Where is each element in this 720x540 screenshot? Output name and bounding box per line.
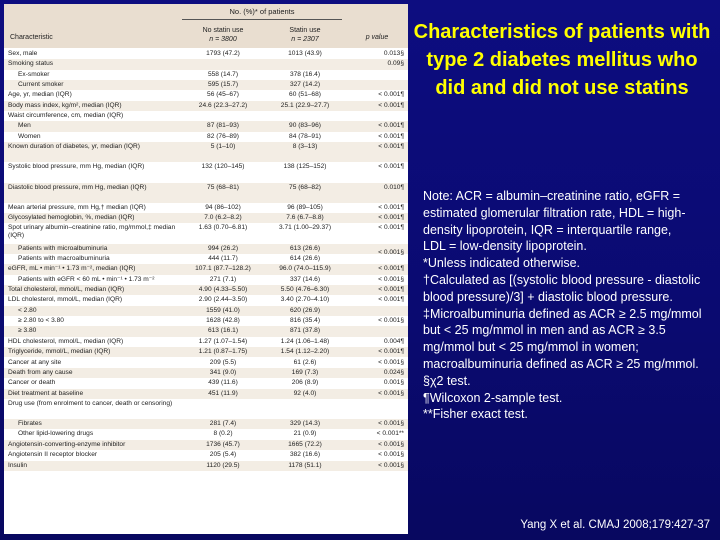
no-statin-value: 439 (11.6) <box>208 379 238 387</box>
col-no-statin <box>184 27 262 44</box>
no-statin-value: 87 (81–93) <box>207 122 239 130</box>
p-value: 0.001§ <box>383 379 404 387</box>
footnote-line: ¶Wilcoxon 2-sample test. <box>423 390 563 405</box>
statin-value: 1013 (43.9) <box>288 50 322 57</box>
row-label: Smoking status <box>8 60 54 68</box>
footnote-line: **Fisher exact test. <box>423 407 528 422</box>
row-label: Death from any cause <box>8 368 73 376</box>
statin-value: 1665 (72.2) <box>288 440 322 448</box>
table-row <box>4 316 408 326</box>
statin-value: 816 (35.4) <box>289 317 321 325</box>
p-value: < 0.001¶ <box>378 348 404 356</box>
statin-value: 90 (83–96) <box>289 122 321 130</box>
table-row <box>4 275 408 285</box>
table-row <box>4 347 408 357</box>
row-label: Diet treatment at baseline <box>8 389 84 397</box>
table-row <box>4 326 408 336</box>
statin-value: 84 (78–91) <box>289 132 321 140</box>
table-row <box>4 121 408 131</box>
p-value: < 0.001¶ <box>378 265 404 273</box>
p-value: < 0.001¶ <box>378 163 404 171</box>
statin-value: 3.40 (2.70–4.10) <box>280 296 330 304</box>
no-statin-value: 2.90 (2.44–3.50) <box>198 296 248 304</box>
table-row <box>4 101 408 111</box>
no-statin-value: 1559 (41.0) <box>206 306 240 314</box>
p-value: 0.004¶ <box>383 337 404 345</box>
row-label: Drug use (from enrolment to cancer, death or censoring) <box>8 399 173 407</box>
no-statin-value: 281 (7.4) <box>209 420 237 428</box>
group-header: No. (%)* of patients <box>229 7 295 16</box>
row-label: Mean arterial pressure, mm Hg,† median (IQR) <box>8 203 146 211</box>
table-row <box>4 440 408 450</box>
no-statin-value: 1628 (42.8) <box>206 317 240 325</box>
table-row <box>4 368 408 378</box>
p-value: < 0.001§ <box>378 275 404 283</box>
table-row <box>4 70 408 80</box>
row-label: Patients with macroalbuminuria <box>18 255 110 262</box>
p-value: 0.013§ <box>383 50 404 57</box>
no-statin-value: 1.63 (0.70–6.81) <box>198 224 248 232</box>
p-value: < 0.001§ <box>378 317 404 325</box>
table-row <box>4 337 408 347</box>
p-value: < 0.001§ <box>378 461 404 469</box>
table-row <box>4 132 408 142</box>
statin-value: 329 (14.3) <box>289 420 321 428</box>
row-label: ≥ 3.80 <box>18 327 37 335</box>
p-value: < 0.001¶ <box>378 91 404 99</box>
row-label: Cancer at any site <box>8 358 62 366</box>
row-label: Spot urinary albumin–creatinine ratio, mg/mmol,‡ median (IQR) <box>8 224 176 240</box>
p-value: < 0.001§ <box>378 389 404 397</box>
table-row <box>4 285 408 295</box>
no-statin-value: 1736 (45.7) <box>206 440 240 448</box>
statin-value: 96.0 (74.0–115.9) <box>279 265 331 273</box>
p-value: < 0.001§ <box>378 440 404 448</box>
no-statin-value: 451 (11.9) <box>208 389 238 397</box>
no-statin-value: 595 (15.7) <box>207 81 239 89</box>
statin-value: 75 (68–82) <box>289 183 321 191</box>
row-label: Total cholesterol, mmol/L, median (IQR) <box>8 286 125 294</box>
table-row <box>4 183 408 203</box>
citation: Yang X et al. CMAJ 2008;179:427-37 <box>520 519 710 531</box>
no-statin-value: 341 (9.0) <box>209 368 237 376</box>
table-row <box>4 203 408 213</box>
statin-value: 60 (51–68) <box>289 91 321 99</box>
row-label: ≥ 2.80 to < 3.80 <box>18 317 64 325</box>
table-row <box>4 111 408 121</box>
p-value: 0.024§ <box>383 368 404 376</box>
p-value: < 0.001¶ <box>378 296 404 304</box>
no-statin-value: 94 (86–102) <box>205 203 241 211</box>
p-value: < 0.001¶ <box>378 214 404 222</box>
p-value: < 0.001§ <box>378 358 404 366</box>
footnote-line: §χ2 test. <box>423 373 471 388</box>
no-statin-value: 56 (45–67) <box>207 91 239 99</box>
row-label: Sex, male <box>8 50 38 57</box>
row-label: Patients with eGFR < 60 mL • min⁻¹ • 1.73 m⁻² <box>18 275 155 283</box>
p-value: < 0.001§ <box>378 451 404 459</box>
table-row <box>4 419 408 429</box>
statin-value: 21 (0.9) <box>293 430 317 438</box>
no-statin-value: 132 (120–145) <box>201 163 245 171</box>
row-label: eGFR, mL • min⁻¹ • 1.73 m⁻², median (IQR) <box>8 265 136 273</box>
table-row <box>4 389 408 399</box>
col-statin <box>266 27 344 44</box>
p-value: < 0.001¶ <box>378 203 404 211</box>
p-value: < 0.001¶ <box>378 122 404 130</box>
no-statin-value: 8 (0.2) <box>213 430 233 438</box>
no-statin-value: 1.21 (0.87–1.75) <box>198 348 248 356</box>
no-statin-value: 444 (11.7) <box>208 255 238 262</box>
p-value: < 0.001** <box>376 430 404 438</box>
p-value: < 0.001¶ <box>378 143 404 151</box>
statin-value: 169 (7.3) <box>291 368 319 376</box>
statin-value: 327 (14.2) <box>289 81 321 89</box>
no-statin-value: 5 (1–10) <box>210 143 236 151</box>
no-statin-value: 4.90 (4.33–5.50) <box>198 286 248 294</box>
table-row <box>4 223 408 243</box>
statin-value: 382 (16.6) <box>289 451 321 459</box>
statin-value: 3.71 (1.00–29.37) <box>278 224 332 232</box>
statin-value: 92 (4.0) <box>293 389 317 397</box>
no-statin-value: 558 (14.7) <box>207 70 239 78</box>
col-characteristic: Characteristic <box>10 34 53 41</box>
statin-value: 206 (8.9) <box>291 379 319 387</box>
no-statin-value: 1120 (29.5) <box>206 461 240 469</box>
statin-value: 378 (16.4) <box>289 70 321 78</box>
table-row <box>4 450 408 460</box>
row-label: Body mass index, kg/m², median (IQR) <box>8 101 122 109</box>
no-statin-value: 82 (76–89) <box>207 132 239 140</box>
p-value: 0.09§ <box>387 60 404 68</box>
p-value: 0.010¶ <box>383 183 404 191</box>
row-label: Current smoker <box>18 81 64 89</box>
row-label: Ex-smoker <box>18 70 50 78</box>
footnote-line: macroalbuminuria defined as ACR ≥ 25 mg/mmol. <box>423 356 699 371</box>
table-row <box>4 162 408 182</box>
row-label: Women <box>18 132 41 140</box>
p-value: < 0.001§ <box>378 420 404 428</box>
no-statin-value: 613 (16.1) <box>207 327 239 335</box>
row-label: Fibrates <box>18 420 42 428</box>
no-statin-value: 205 (5.4) <box>209 451 237 459</box>
no-statin-value: 107.1 (87.7–128.2) <box>195 265 251 273</box>
row-label: Patients with microalbuminuria <box>18 244 108 252</box>
statin-value: 25.1 (22.9–27.7) <box>280 101 330 109</box>
row-label: LDL cholesterol, mmol/L, median (IQR) <box>8 296 123 304</box>
statin-value: 1.24 (1.06–1.48) <box>280 337 330 345</box>
p-value: < 0.001¶ <box>378 101 404 109</box>
no-statin-value: 1793 (47.2) <box>206 50 240 57</box>
row-label: Angiotensin-converting-enzyme inhibitor <box>8 440 126 448</box>
row-label: Diastolic blood pressure, mm Hg, median (IQR) <box>8 183 147 191</box>
table-row <box>4 306 408 316</box>
statin-value: 96 (89–105) <box>287 203 323 211</box>
statin-value: 7.6 (6.7–8.8) <box>286 214 324 222</box>
p-value: < 0.001¶ <box>378 224 404 232</box>
footnote-line: LDL = low-density lipoprotein. <box>423 239 587 254</box>
table-row <box>4 49 408 59</box>
table-row <box>4 295 408 305</box>
statin-value: 5.50 (4.76–6.30) <box>280 286 330 294</box>
col-no-statin-n: n = 3800 <box>209 35 237 43</box>
statin-value: 138 (125–152) <box>283 163 327 171</box>
row-label: Glycosylated hemoglobin, %, median (IQR) <box>8 214 135 222</box>
statin-value: 337 (14.6) <box>289 275 321 283</box>
table-row <box>4 213 408 223</box>
statin-value: 1178 (51.1) <box>288 461 322 469</box>
row-label: Other lipid-lowering drugs <box>18 430 94 438</box>
table-row <box>4 461 408 471</box>
row-label: Cancer or death <box>8 379 56 387</box>
row-label: Men <box>18 122 31 130</box>
statin-value: 620 (26.9) <box>289 306 321 314</box>
row-label: HDL cholesterol, mmol/L, median (IQR) <box>8 337 124 345</box>
table-row <box>4 399 408 419</box>
row-label: Waist circumference, cm, median (IQR) <box>8 112 124 120</box>
table-row <box>4 264 408 274</box>
statin-value: 614 (26.6) <box>289 255 321 262</box>
table-row <box>4 142 408 162</box>
row-label: Triglyceride, mmol/L, median (IQR) <box>8 348 111 356</box>
row-label: Insulin <box>8 461 28 469</box>
no-statin-value: 7.0 (6.2–8.2) <box>204 214 242 222</box>
statin-value: 871 (37.8) <box>289 327 321 335</box>
statin-value: 613 (26.6) <box>289 244 321 252</box>
no-statin-value: 209 (5.5) <box>209 358 237 366</box>
footnote-line: Note: ACR = albumin–creatinine ratio, eGFR = estimated glomerular filtration rate, HDL = high-density lipoprotein, IQR = interquartile range, <box>423 189 686 237</box>
no-statin-value: 1.27 (1.07–1.54) <box>198 337 248 345</box>
row-label: Age, yr, median (IQR) <box>8 91 72 99</box>
table-row <box>4 59 408 69</box>
footnotes <box>423 188 715 423</box>
row-label: Angiotensin II receptor blocker <box>8 451 98 459</box>
footnote-line: †Calculated as [(systolic blood pressure - diastolic blood pressure)/3] + diastolic blood pressure. <box>423 272 701 304</box>
statin-value: 8 (3–13) <box>292 143 318 151</box>
table-header <box>4 4 408 48</box>
characteristics-table <box>4 4 408 534</box>
group-header-rule <box>182 19 342 20</box>
footnote-line: *Unless indicated otherwise. <box>423 256 581 271</box>
table-row <box>4 90 408 100</box>
footnote-line: ‡Microalbuminuria defined as ACR ≥ 2.5 mg/mmol but < 25 mg/mmol in men and as ACR ≥ 3.5 mg/mmol but < 25 mg/mmol in women; <box>423 306 702 355</box>
no-statin-value: 24.6 (22.3–27.2) <box>198 101 248 109</box>
table-row <box>4 80 408 90</box>
col-statin-n: n = 2307 <box>291 35 319 43</box>
table-row <box>4 358 408 368</box>
row-label: Systolic blood pressure, mm Hg, median (IQR) <box>8 163 145 171</box>
no-statin-value: 994 (26.2) <box>207 244 239 252</box>
col-p-value: p value <box>365 34 389 41</box>
statin-value: 61 (2.6) <box>293 358 317 366</box>
row-label: Known duration of diabetes, yr, median (IQR) <box>8 143 140 151</box>
row-label: < 2.80 <box>18 306 37 314</box>
no-statin-value: 75 (68–81) <box>207 183 239 191</box>
slide-title: Characteristics of patients with type 2 diabetes mellitus who did and did not use statins <box>413 21 711 99</box>
p-value: < 0.001¶ <box>378 286 404 294</box>
table-row <box>4 429 408 439</box>
no-statin-value: 271 (7.1) <box>209 275 237 283</box>
table-row <box>4 378 408 388</box>
col-statin-label: Statin use <box>289 27 321 34</box>
col-no-statin-label: No statin use <box>202 27 244 34</box>
p-value-albuminuria-pair: < 0.001§ <box>378 249 404 257</box>
statin-value: 1.54 (1.12–2.20) <box>280 348 330 356</box>
p-value: < 0.001¶ <box>378 132 404 140</box>
